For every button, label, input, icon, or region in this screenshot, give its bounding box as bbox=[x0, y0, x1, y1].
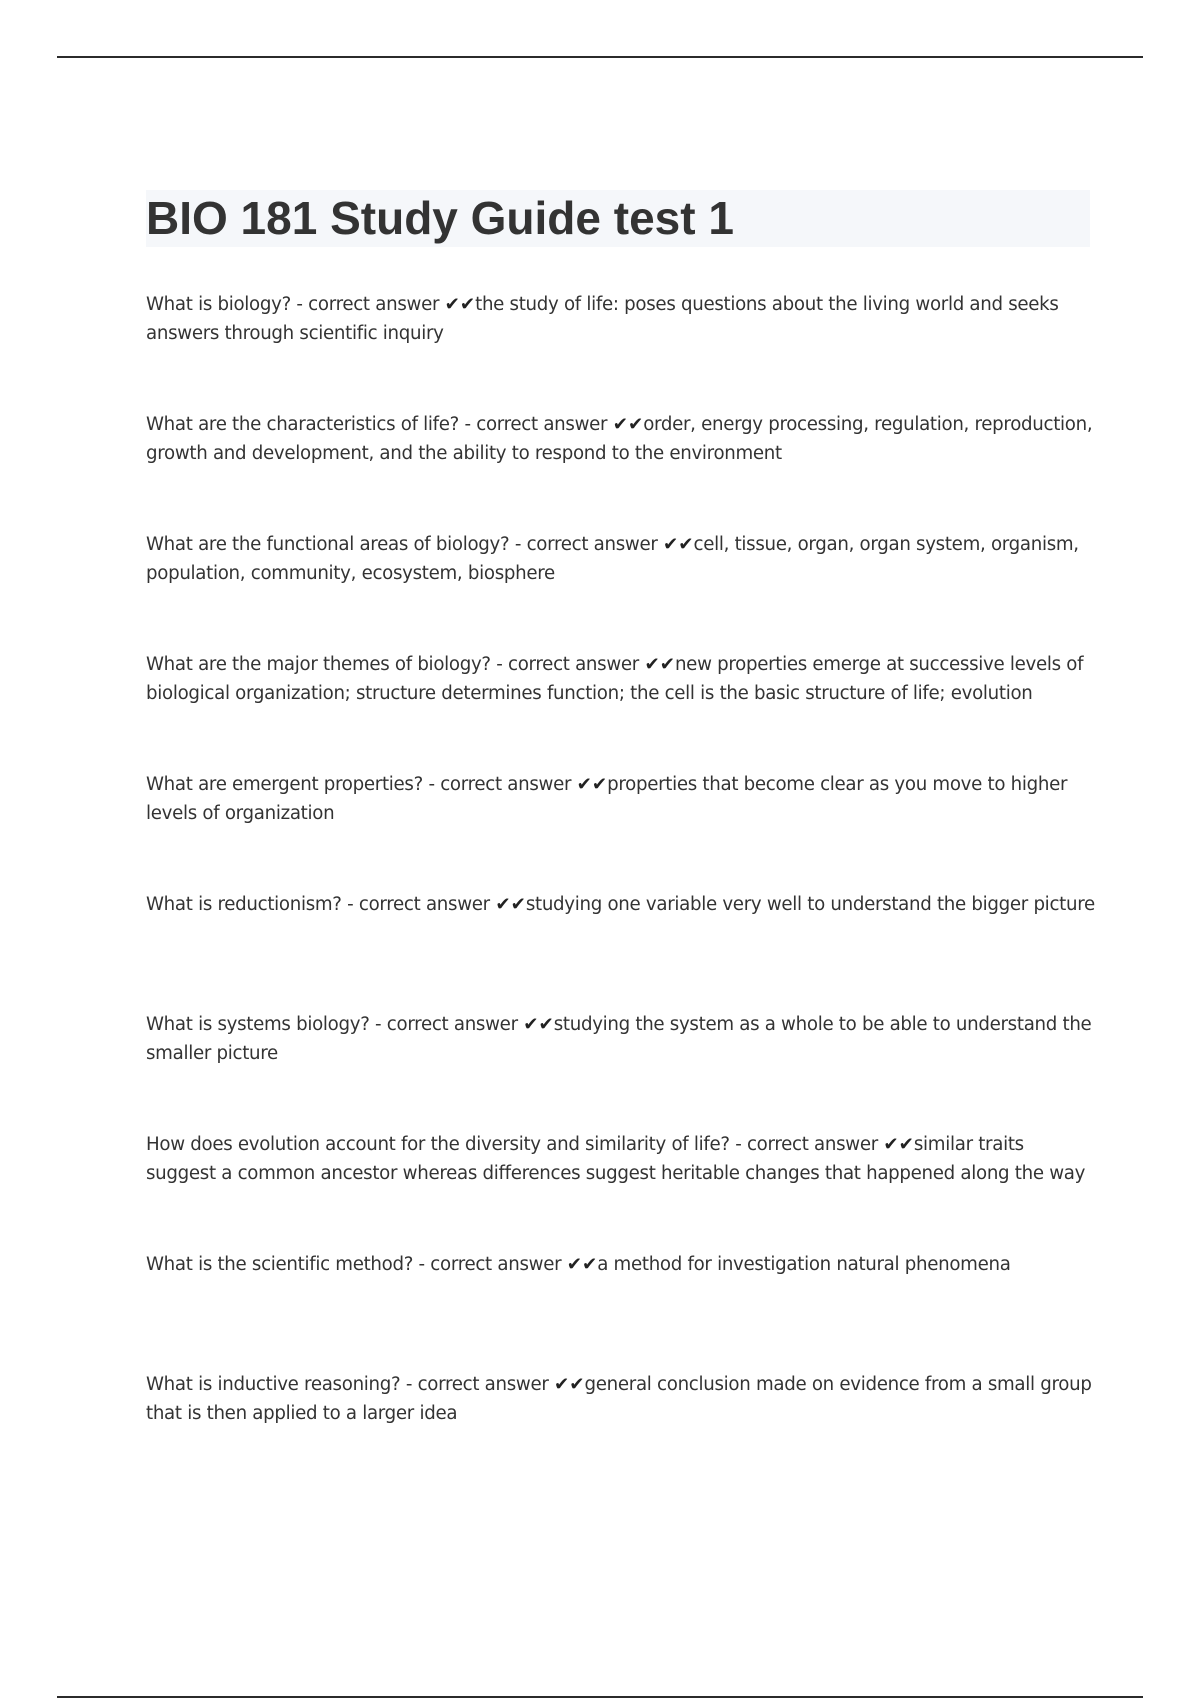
qa-item bbox=[146, 1250, 1096, 1370]
check-mark-icon: ✔✔ bbox=[576, 774, 608, 795]
answer-text: order, energy processing, regulation, reproduction, growth and development, and the ability to respond to the environment bbox=[146, 414, 1093, 464]
question-text: What are the characteristics of life? bbox=[146, 414, 460, 435]
question-text: What are the functional areas of biology? bbox=[146, 534, 510, 555]
title-banner bbox=[146, 190, 1090, 247]
qa-list bbox=[146, 290, 1096, 1490]
top-rule bbox=[57, 56, 1143, 58]
correct-answer-label: - correct answer bbox=[290, 294, 445, 315]
question-text: How does evolution account for the diversity and similarity of life? bbox=[146, 1134, 730, 1155]
answer-text: new properties emerge at successive levels of biological organization; structure determines function; the cell is the basic structure of life; evolution bbox=[146, 654, 1084, 704]
check-mark-icon: ✔✔ bbox=[612, 414, 644, 435]
answer-text: studying the system as a whole to be able to understand the smaller picture bbox=[146, 1014, 1092, 1064]
check-mark-icon: ✔✔ bbox=[495, 894, 526, 915]
qa-item bbox=[146, 1370, 1096, 1490]
question-text: What is inductive reasoning? bbox=[146, 1374, 401, 1395]
check-mark-icon: ✔✔ bbox=[883, 1134, 914, 1155]
qa-item bbox=[146, 890, 1096, 1010]
answer-text: general conclusion made on evidence from a small group that is then applied to a larger idea bbox=[146, 1374, 1092, 1424]
check-mark-icon: ✔✔ bbox=[644, 654, 675, 675]
question-text: What are emergent properties? bbox=[146, 774, 423, 795]
correct-answer-label: - correct answer bbox=[459, 414, 613, 435]
question-text: What are the major themes of biology? bbox=[146, 654, 491, 675]
qa-item bbox=[146, 770, 1096, 890]
qa-item bbox=[146, 650, 1096, 770]
question-text: What is biology? bbox=[146, 294, 291, 315]
qa-item bbox=[146, 290, 1096, 410]
check-mark-icon: ✔✔ bbox=[554, 1374, 585, 1395]
correct-answer-label: - correct answer bbox=[341, 894, 496, 915]
correct-answer-label: - correct answer bbox=[413, 1254, 567, 1275]
bottom-rule bbox=[57, 1696, 1143, 1698]
document-title: BIO 181 Study Guide test 1 bbox=[146, 192, 734, 244]
question-text: What is the scientific method? bbox=[146, 1254, 414, 1275]
qa-item bbox=[146, 410, 1096, 530]
answer-text: the study of life: poses questions about the living world and seeks answers through scientific inquiry bbox=[146, 294, 1059, 344]
qa-item bbox=[146, 1130, 1096, 1250]
check-mark-icon: ✔✔ bbox=[444, 294, 476, 315]
correct-answer-label: - correct answer bbox=[369, 1014, 524, 1035]
answer-text: studying one variable very well to understand the bigger picture bbox=[525, 894, 1095, 915]
check-mark-icon: ✔✔ bbox=[523, 1014, 554, 1035]
correct-answer-label: - correct answer bbox=[509, 534, 664, 555]
check-mark-icon: ✔✔ bbox=[663, 534, 694, 555]
question-text: What is reductionism? bbox=[146, 894, 342, 915]
answer-text: cell, tissue, organ, organ system, organism, population, community, ecosystem, biosphere bbox=[146, 534, 1079, 584]
qa-item bbox=[146, 530, 1096, 650]
correct-answer-label: - correct answer bbox=[400, 1374, 555, 1395]
qa-item bbox=[146, 1010, 1096, 1130]
check-mark-icon: ✔✔ bbox=[566, 1254, 598, 1275]
correct-answer-label: - correct answer bbox=[422, 774, 577, 795]
answer-text: properties that become clear as you move to higher levels of organization bbox=[146, 774, 1068, 824]
correct-answer-label: - correct answer bbox=[490, 654, 645, 675]
question-text: What is systems biology? bbox=[146, 1014, 370, 1035]
correct-answer-label: - correct answer bbox=[729, 1134, 884, 1155]
answer-text: similar traits suggest a common ancestor whereas differences suggest heritable changes that happened along the way bbox=[146, 1134, 1086, 1184]
answer-text: a method for investigation natural phenomena bbox=[597, 1254, 1011, 1275]
